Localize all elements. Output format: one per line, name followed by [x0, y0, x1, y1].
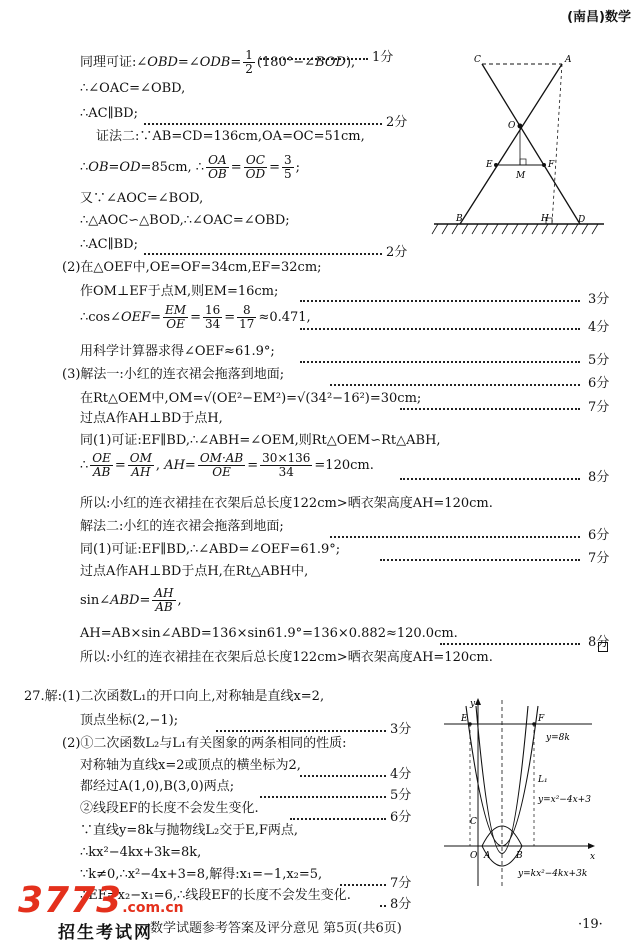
logo-number: 3773 [18, 880, 123, 921]
line-18: 所以:小红的连衣裙挂在衣架后总长度122cm>晒衣架高度AH=120cm. [80, 496, 493, 511]
parabola-diagram [442, 696, 600, 892]
leader [300, 328, 580, 330]
leader [330, 536, 580, 538]
score: 7分 [390, 876, 412, 891]
rack-diagram [428, 46, 606, 242]
line-21: 过点A作AH⊥BD于点H,在Rt△ABH中, [80, 564, 309, 579]
leader [290, 818, 386, 820]
line-13: (3)解法一:小红的连衣裙会拖落到地面; [62, 367, 285, 382]
label: L₁ [538, 775, 548, 785]
label: O [470, 851, 478, 861]
label: M [516, 171, 526, 181]
line-14: 在Rt△OEM中,OM=√(OE²−EM²)=√(34²−16²)=30cm; [80, 391, 422, 406]
leader [260, 58, 368, 60]
score: 8分 [390, 897, 412, 912]
line-34: ∴EF=x₂−x₁=6,∴线段EF的长度不会发生变化. [80, 888, 351, 903]
score: 2分 [386, 115, 408, 130]
label: C [470, 817, 477, 827]
label: y [470, 699, 476, 709]
line-9: (2)在△OEF中,OE=OF=34cm,EF=32cm; [62, 260, 322, 275]
logo-domain: .com.cn [122, 900, 184, 916]
label: A [565, 55, 572, 65]
label: O [508, 121, 516, 131]
label: E [461, 714, 468, 724]
page-number: ·19· [578, 917, 603, 932]
line-20: 同(1)可证:EF∥BD,∴∠ABD=∠OEF=61.9°; [80, 542, 341, 557]
line-2: ∴∠OAC=∠OBD, [80, 81, 186, 96]
page-header: (南昌)数学 [567, 10, 631, 25]
line-29: 都经过A(1,0),B(3,0)两点; [80, 779, 235, 794]
line-28: 对称轴为直线x=2或顶点的横坐标为2, [80, 758, 301, 773]
score: 3分 [390, 722, 412, 737]
score: 6分 [390, 810, 412, 825]
line-30: ②线段EF的长度不会发生变化. [80, 801, 259, 816]
line-1: 同理可证:∠OBD=∠ODB= $\frac{1}{2}$ (180°−∠BOD), [80, 48, 356, 76]
score: 5分 [588, 353, 610, 368]
line-16: 同(1)可证:EF∥BD,∴∠ABH=∠OEM,则Rt△OEM∽Rt△ABH, [80, 433, 441, 448]
line-33: ∵k≠0,∴x²−4x+3=8,解得:x₁=−1,x₂=5, [80, 867, 323, 882]
label: F [538, 714, 545, 724]
leader [380, 559, 580, 561]
score: 5分 [390, 788, 412, 803]
label: B [516, 851, 523, 861]
line-12: 用科学计算器求得∠OEF≈61.9°; [80, 344, 275, 359]
line-32: ∴kx²−4kx+3k=8k, [80, 845, 202, 860]
score: 3分 [588, 292, 610, 307]
leader [260, 796, 386, 798]
site-logo [18, 880, 184, 943]
leader [144, 123, 382, 125]
score: 4分 [588, 320, 610, 335]
score: 6分 [588, 528, 610, 543]
line-10: 作OM⊥EF于点M,则EM=16cm; [80, 284, 279, 299]
leader [300, 300, 580, 302]
line-26: 顶点坐标(2,−1); [80, 713, 179, 728]
line-25: 27.解:(1)二次函数L₁的开口向上,对称轴是直线x=2, [24, 689, 325, 704]
score: 2分 [386, 245, 408, 260]
score: 1分 [372, 50, 394, 65]
line-24: 所以:小红的连衣裙挂在衣架后总长度122cm>晒衣架高度AH=120cm. [80, 650, 493, 665]
line-7: ∴△AOC∽△BOD,∴∠OAC=∠OBD; [80, 213, 290, 228]
qed-square [598, 642, 608, 652]
line-3: ∴AC∥BD; [80, 106, 138, 121]
line-15: 过点A作AH⊥BD于点H, [80, 411, 223, 426]
leader [300, 361, 580, 363]
leader [330, 384, 580, 386]
label: B [456, 214, 463, 224]
leader [216, 730, 386, 732]
line-11: ∴cos∠OEF= $\frac{EM}{OE}$ = $\frac{16}{34}$ = $\frac{8}{17}$ ≈0.471, [80, 303, 311, 331]
line-31: ∵直线y=8k与抛物线L₂交于E,F两点, [80, 823, 299, 838]
label: y=8k [546, 733, 570, 743]
line-8: ∴AC∥BD; [80, 237, 138, 252]
line-4: 证法二:∵AB=CD=136cm,OA=OC=51cm, [96, 129, 365, 144]
score: 8分 [588, 635, 610, 650]
label: F [548, 160, 555, 170]
label: y=x²−4x+3 [538, 795, 591, 805]
label: H [541, 214, 549, 224]
footer-text: 数学试题参考答案及评分意见 第5页(共6页) [150, 921, 402, 936]
leader [380, 905, 386, 907]
label: D [578, 215, 586, 225]
label: y=kx²−4kx+3k [518, 869, 588, 879]
label: C [474, 55, 481, 65]
leader [144, 253, 382, 255]
label: E [486, 160, 493, 170]
label: A [484, 851, 491, 861]
leader [300, 775, 386, 777]
score: 7分 [588, 551, 610, 566]
line-6: 又∵∠AOC=∠BOD, [80, 191, 204, 206]
line-17: ∴ $\frac{OE}{AB}$ = $\frac{OM}{AH}$ , AH= $\frac{OM\cdot AB}{OE}$ = $\frac{30\times 136}{34}$ =120cm. [80, 451, 374, 479]
line-23: AH=AB×sin∠ABD=136×sin61.9°=136×0.882≈120.0cm. [80, 626, 458, 641]
score: 4分 [390, 767, 412, 782]
score: 8分 [588, 470, 610, 485]
line-5: ∴OB=OD=85cm, ∴ $\frac{OA}{OB}$ = $\frac{OC}{OD}$ = $\frac{3}{5}$ ; [80, 153, 301, 181]
label: x [590, 852, 596, 862]
line-19: 解法二:小红的连衣裙会拖落到地面; [80, 519, 284, 534]
logo-subtitle: 招生考试网 [58, 923, 153, 943]
line-22: sin∠ABD= $\frac{AH}{AB}$ , [80, 586, 182, 614]
score: 7分 [588, 400, 610, 415]
leader [400, 478, 580, 480]
leader [340, 884, 386, 886]
leader [440, 643, 580, 645]
leader [400, 408, 580, 410]
score: 6分 [588, 376, 610, 391]
line-27: (2)①二次函数L₂与L₁有关图象的两条相同的性质: [62, 736, 347, 751]
